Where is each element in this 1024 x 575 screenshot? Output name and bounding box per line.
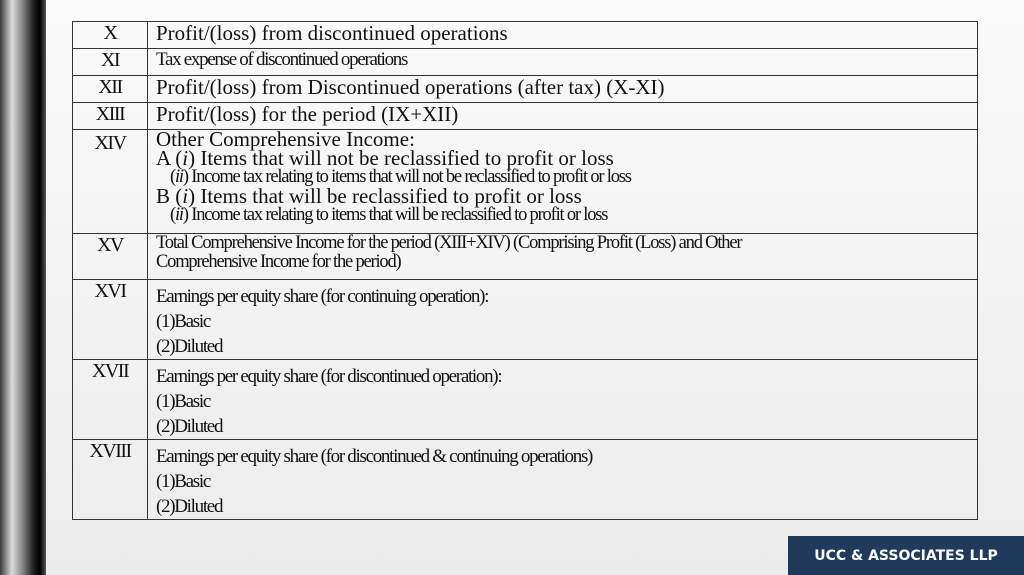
- footer-brand: [788, 536, 1024, 575]
- oci-item-b-ii: (ii) Income tax relating to items that will be reclassified to profit or loss: [170, 205, 608, 225]
- row-description: [148, 127, 978, 234]
- row-description: Earnings per equity share (for continuing operation): (1)Basic (2)Diluted: [148, 280, 978, 360]
- left-decorative-bar: [0, 0, 46, 575]
- row-number: XIII: [73, 103, 148, 130]
- oci-item-a-i: A (i) Items that will not be reclassified to profit or loss: [156, 146, 614, 170]
- table-row: [73, 22, 978, 49]
- row-number: XVIII: [73, 440, 148, 520]
- row-description: Profit/(loss) from discontinued operations: [148, 22, 978, 49]
- table-row: [73, 360, 978, 440]
- oci-heading: Other Comprehensive Income:: [156, 127, 415, 151]
- row-number: XV: [73, 234, 148, 280]
- row-description: Profit/(loss) for the period (IX+XII): [148, 103, 978, 130]
- income-statement-table: [72, 21, 978, 520]
- row-description: Total Comprehensive Income for the period (XIII+XIV) (Comprising Profit (Loss) and Other Comprehensive Income for the period): [148, 234, 978, 280]
- oci-item-a-ii: (ii) Income tax relating to items that will not be reclassified to profit or loss: [170, 167, 631, 187]
- table-row: [73, 440, 978, 520]
- footer-brand-text: UCC & ASSOCIATES LLP: [814, 547, 998, 564]
- row-number: X: [73, 22, 148, 49]
- table-row: [73, 76, 978, 103]
- row-description: Earnings per equity share (for discontinued operation): (1)Basic (2)Diluted: [148, 360, 978, 440]
- table-row: [73, 234, 978, 280]
- table-row: [73, 280, 978, 360]
- row-number: XI: [73, 49, 148, 76]
- row-number: XII: [73, 76, 148, 103]
- row-description: Profit/(loss) from Discontinued operations (after tax) (X-XI): [148, 76, 978, 103]
- oci-item-b-i: B (i) Items that will be reclassified to profit or loss: [156, 184, 582, 208]
- row-description: Earnings per equity share (for discontinued & continuing operations) (1)Basic (2)Diluted: [148, 440, 978, 520]
- row-number: XVI: [73, 280, 148, 360]
- row-description: Tax expense of discontinued operations: [148, 49, 978, 76]
- row-number: XIV: [73, 130, 148, 234]
- table-row: [73, 103, 978, 130]
- row-number: XVII: [73, 360, 148, 440]
- table-row: [73, 130, 978, 234]
- table-row: [73, 49, 978, 76]
